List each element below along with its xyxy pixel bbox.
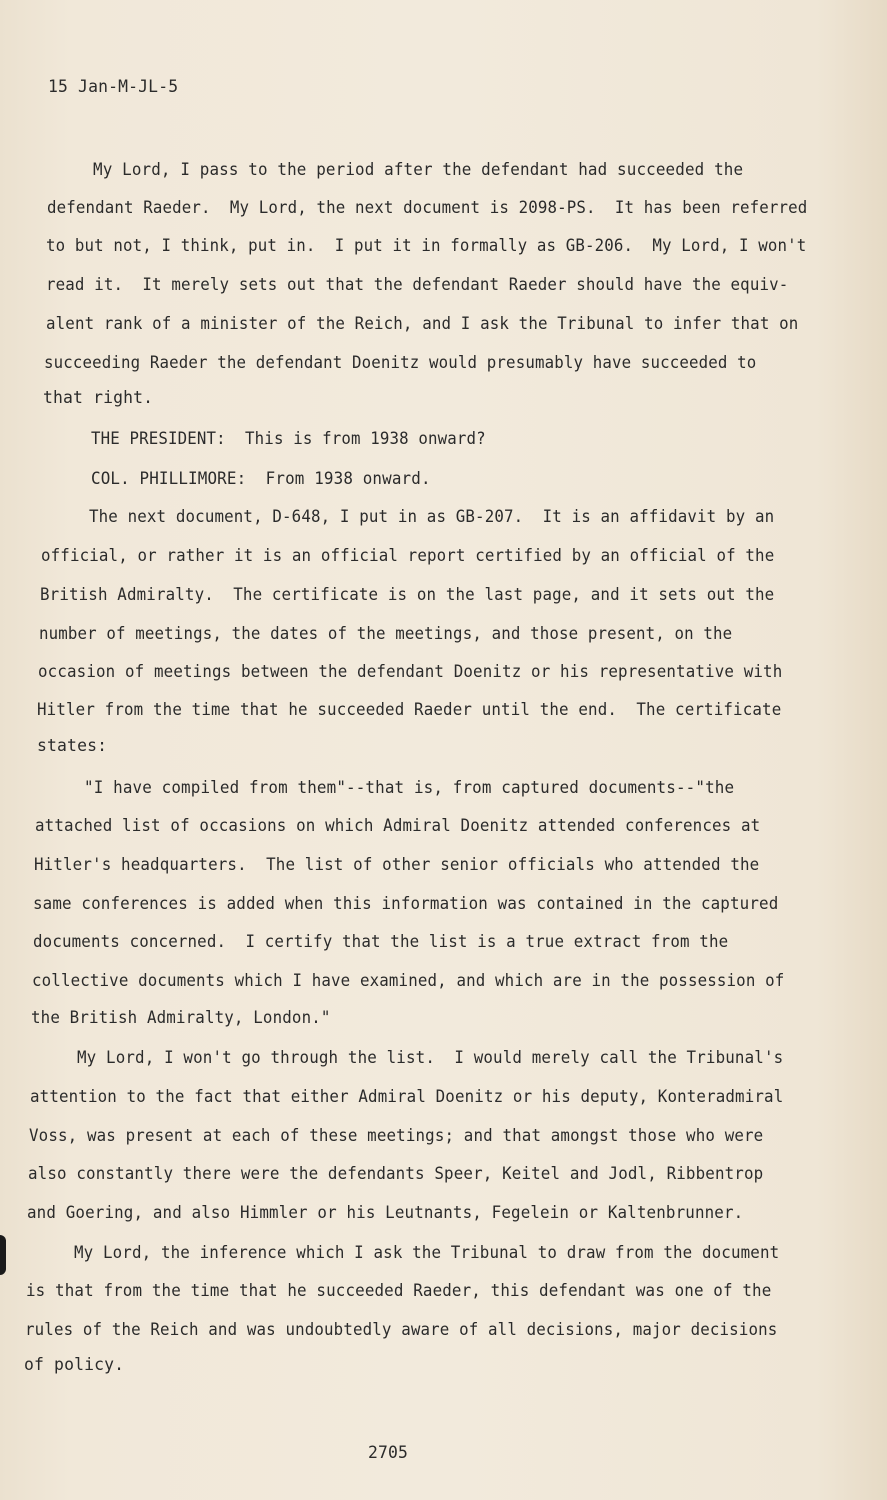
body-line: of policy. (24, 1355, 125, 1374)
body-line: "I have compiled from them"--that is, from captured documents--"the (84, 778, 735, 797)
body-line: and Goering, and also Himmler or his Leutnants, Fegelein or Kaltenbrunner. (27, 1203, 744, 1222)
body-line: that right. (43, 388, 154, 407)
body-line: occasion of meetings between the defendant Doenitz or his representative with (38, 662, 783, 681)
body-line: My Lord, I pass to the period after the defendant had succeeded the (93, 160, 744, 179)
body-line: alent rank of a minister of the Reich, and I ask the Tribunal to infer that on (46, 314, 799, 333)
body-line: to but not, I think, put in. I put it in formally as GB-206. My Lord, I won't (46, 236, 807, 255)
body-line: documents concerned. I certify that the list is a true extract from the (33, 932, 729, 951)
body-line: states: (37, 736, 108, 755)
body-line: Hitler's headquarters. The list of other senior officials who attended the (34, 855, 760, 874)
body-line: read it. It merely sets out that the defendant Raeder should have the equiv- (46, 275, 789, 294)
body-line: My Lord, I won't go through the list. I would merely call the Tribunal's (77, 1048, 784, 1067)
body-line: the British Admiralty, London." (31, 1008, 331, 1027)
body-line: succeeding Raeder the defendant Doenitz would presumably have succeeded to (44, 353, 757, 372)
body-line: British Admiralty. The certificate is on the last page, and it sets out the (40, 585, 775, 604)
body-line: attached list of occasions on which Admiral Doenitz attended conferences at (35, 816, 761, 835)
body-line: THE PRESIDENT: This is from 1938 onward? (91, 429, 486, 448)
body-line: also constantly there were the defendants Speer, Keitel and Jodl, Ribbentrop (28, 1164, 764, 1183)
body-line: The next document, D-648, I put in as GB-207. It is an affidavit by an (89, 507, 775, 526)
body-line: same conferences is added when this information was contained in the captured (33, 894, 779, 913)
page-edge-mark (0, 1235, 6, 1275)
body-line: attention to the fact that either Admiral Doenitz or his deputy, Konteradmiral (30, 1087, 784, 1106)
page-number: 2705 (368, 1443, 409, 1462)
body-line: My Lord, the inference which I ask the Tribunal to draw from the document (74, 1243, 780, 1262)
body-line: defendant Raeder. My Lord, the next document is 2098-PS. It has been referred (47, 198, 808, 217)
body-line: Voss, was present at each of these meetings; and that amongst those who were (29, 1126, 764, 1145)
body-line: official, or rather it is an official report certified by an official of the (41, 546, 775, 565)
document-reference: 15 Jan-M-JL-5 (48, 77, 179, 96)
body-line: is that from the time that he succeeded Raeder, this defendant was one of the (26, 1281, 772, 1300)
body-line: number of meetings, the dates of the meetings, and those present, on the (39, 624, 733, 643)
body-line: Hitler from the time that he succeeded Raeder until the end. The certificate (37, 700, 782, 719)
body-line: rules of the Reich and was undoubtedly aware of all decisions, major decisions (25, 1320, 778, 1339)
body-line: collective documents which I have examined, and which are in the possession of (32, 971, 785, 990)
body-line: COL. PHILLIMORE: From 1938 onward. (91, 469, 431, 488)
